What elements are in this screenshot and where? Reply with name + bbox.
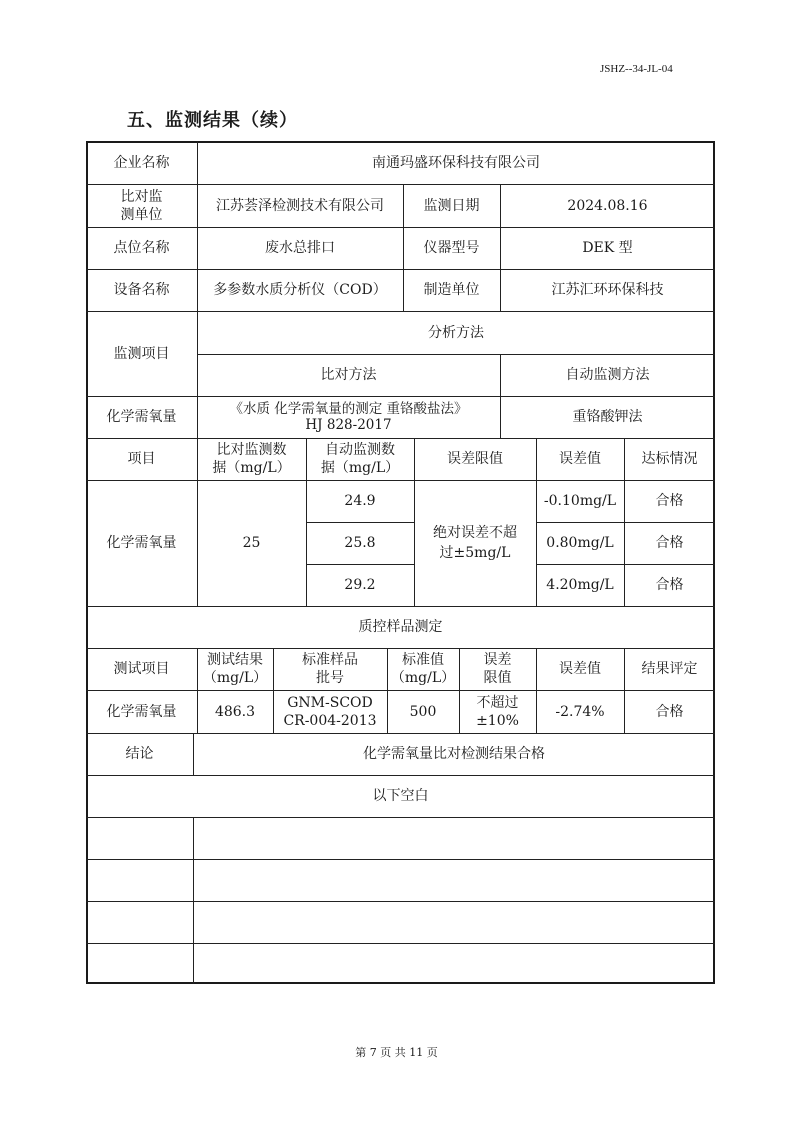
qc-header-sample [273,648,387,690]
qc-error: -2.74% [555,703,605,720]
device-label: 设备名称 [113,282,170,298]
data-status: 合格 [655,577,684,593]
qc-header-std [387,648,459,690]
table-rule [86,859,715,860]
instrument-model-label: 仪器型号 [423,240,480,256]
header-error-value: 误差值 [559,451,601,467]
monitor-date-value: 2024.08.16 [567,197,648,214]
data-auto-value: 24.9 [344,493,376,509]
qc-std: 500 [409,703,437,720]
qc-limit [459,690,536,733]
qc-header-limit [459,648,536,690]
header-compare-data-line: 比对监测数 [216,442,287,458]
data-error-value: 0.80mg/L [546,535,614,551]
qc-header-limit-line: 误差 [483,652,512,668]
qc-limit-line: 不超过 [476,694,519,711]
qc-title: 质控样品测定 [358,619,443,635]
instrument-model-value: DEK 型 [582,240,633,256]
compare-method-label: 比对方法 [320,367,377,383]
qc-header-limit-line: 限值 [483,670,512,686]
data-compare-value: 25 [242,535,261,551]
header-error-limit: 误差限值 [447,451,503,467]
company-value: 南通玛盛环保科技有限公司 [372,154,540,171]
qc-sample-line: GNM-SCOD [287,694,373,711]
conclusion-value: 化学需氧量比对检测结果合格 [363,746,545,762]
qc-item: 化学需氧量 [106,703,177,720]
qc-header-std-line: （mg/L） [390,670,456,686]
data-error-value: -0.10mg/L [543,493,617,509]
data-error-limit-line: 过±5mg/L [439,545,511,561]
qc-sample-line: CR-004-2013 [283,712,377,729]
qc-sample [273,690,387,733]
header-status: 达标情况 [641,451,698,467]
monitor-item-label: 监测项目 [113,345,170,362]
document-id: JSHZ--34-JL-04 [600,63,673,75]
data-auto-value: 29.2 [344,577,376,593]
qc-header-error: 误差值 [559,661,601,677]
qc-header-std-line: 标准值 [402,652,444,668]
qc-header-sample-line: 批号 [316,670,344,686]
company-label: 企业名称 [113,154,170,171]
maker-value: 江苏汇环环保科技 [551,282,664,298]
qc-header-sample-line: 标准样品 [302,652,358,668]
qc-header-eval: 结果评定 [641,661,698,677]
cod-method-label: 化学需氧量 [106,409,177,425]
header-compare-data-line: 据（mg/L） [212,460,291,476]
compare-unit-label-line: 比对监 [120,188,163,205]
header-auto-data-line: 自动监测数 [325,442,395,458]
point-value: 废水总排口 [265,240,335,256]
qc-header-result [197,648,273,690]
header-auto-data-line: 据（mg/L） [320,460,400,476]
qc-limit-line: ±10% [476,712,519,729]
qc-result: 486.3 [214,703,256,720]
data-error-limit [414,480,536,606]
auto-method-label: 自动监测方法 [565,367,650,383]
table-rule [193,817,194,984]
qc-eval: 合格 [655,703,684,720]
header-item: 项目 [127,451,156,467]
analysis-method-label: 分析方法 [428,324,484,341]
data-auto-value: 25.8 [344,535,376,551]
table-rule [86,817,715,818]
table-rule [86,901,715,902]
data-status: 合格 [655,535,684,551]
blank-note: 以下空白 [372,788,429,804]
data-status: 合格 [655,493,684,509]
header-compare-data [197,438,306,480]
point-label: 点位名称 [113,240,170,256]
maker-label: 制造单位 [423,282,480,298]
compare-unit-label [86,184,197,227]
data-item: 化学需氧量 [106,535,177,551]
page-footer: 第 7 页 共 11 页 [355,1046,438,1059]
data-error-limit-line: 绝对误差不超 [433,525,517,541]
monitor-date-label: 监测日期 [423,197,480,214]
table-rule [86,943,715,944]
qc-header-result-line: 测试结果 [207,652,263,668]
header-auto-data [306,438,414,480]
data-error-value: 4.20mg/L [546,577,614,593]
compare-unit-value: 江苏荟泽检测技术有限公司 [216,197,384,214]
compare-method-value-line: HJ 828-2017 [305,417,392,433]
compare-unit-label-line: 测单位 [120,206,163,223]
qc-header-result-line: （mg/L） [202,670,268,686]
auto-method-value: 重铬酸钾法 [572,409,643,425]
compare-method-value [197,396,500,438]
device-value: 多参数水质分析仪（COD） [213,282,387,298]
section-heading: 五、监测结果（续） [127,110,298,131]
compare-method-value-line: 《水质 化学需氧量的测定 重铬酸盐法》 [229,401,468,417]
conclusion-label: 结论 [125,746,154,762]
qc-header-item: 测试项目 [113,661,170,677]
